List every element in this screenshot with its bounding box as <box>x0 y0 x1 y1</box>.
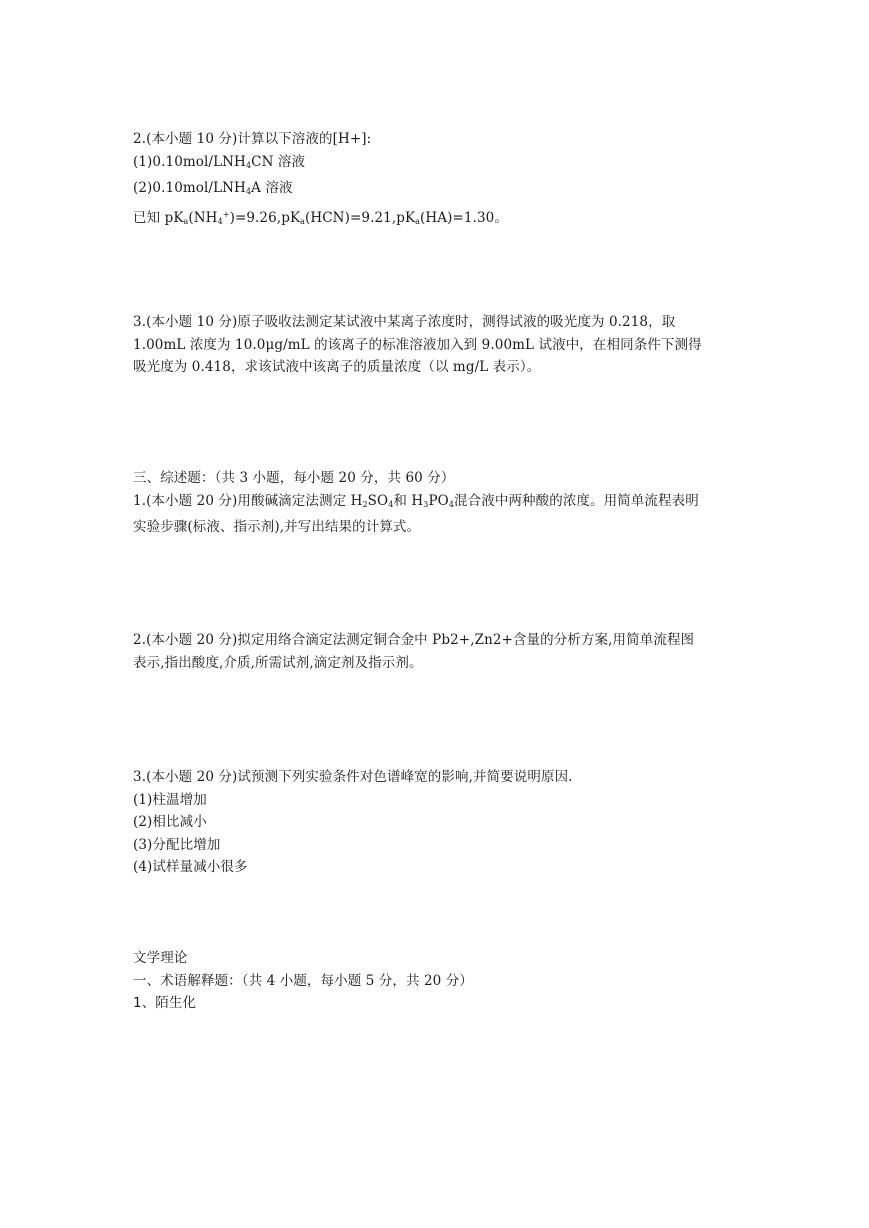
question-3-line-1: 3.(本小题 10 分)原子吸收法测定某试液中某离子浓度时，测得试液的吸光度为 0.218，取 <box>133 314 676 330</box>
question-2-item-2 <box>133 177 743 204</box>
section-3-q3-item-3: (3)分配比增加 <box>133 836 221 853</box>
given-sub-4: a <box>415 216 421 226</box>
q1-sub-3: 3 <box>423 499 429 509</box>
given-sub-1: a <box>183 216 189 226</box>
given-text-5: (HA)=1.30。 <box>420 209 508 226</box>
given-sup-2: + <box>222 209 230 219</box>
q1-sub-2: 4 <box>388 499 394 509</box>
section-3-q1-line-1 <box>133 490 743 517</box>
given-text-2: (NH <box>188 209 218 226</box>
literary-theory-title: 文学理论 <box>133 950 188 966</box>
given-text-1: 已知 pK <box>133 209 184 226</box>
q1-sub-1: 2 <box>362 499 368 509</box>
q1-text-5: 混合液中两种酸的浓度。用简单流程表明 <box>454 492 699 509</box>
question-3-block <box>133 311 743 379</box>
item-1-suffix: CN 溶液 <box>251 153 306 170</box>
question-2-title: 2.(本小题 10 分)计算以下溶液的[H+]: <box>133 131 372 147</box>
item-1-text: (1)0.10mol/LNH <box>133 153 246 170</box>
section-3-q3-item-1: (1)柱温增加 <box>133 791 207 808</box>
question-3-line-3: 吸光度为 0.418，求该试液中该离子的质量浓度（以 mg/L 表示）。 <box>133 359 541 375</box>
section-3-block <box>133 467 743 539</box>
literary-theory-heading: 一、术语解释题：（共 4 小题，每小题 5 分，共 20 分） <box>133 972 473 989</box>
given-text-3: )=9.26,pK <box>229 209 301 226</box>
q1-text-1: 1.(本小题 20 分)用酸碱滴定法测定 H <box>133 492 363 509</box>
section-3-q1-line-2: 实验步骤(标液、指示剂),并写出结果的计算式。 <box>133 519 421 535</box>
section-3-q3-title: 3.(本小题 20 分)试预测下列实验条件对色谱峰宽的影响,并简要说明原因. <box>133 769 573 785</box>
section-3-heading: 三、综述题：（共 3 小题，每小题 20 分，共 60 分） <box>133 470 455 486</box>
given-text-4: (HCN)=9.21,pK <box>305 209 416 226</box>
section-3-q3-block <box>133 766 743 879</box>
section-3-q2-line-2: 表示,指出酸度,介质,所需试剂,滴定剂及指示剂。 <box>133 654 423 671</box>
question-2-item-1 <box>133 151 743 178</box>
q1-sub-4: 4 <box>448 499 455 509</box>
q1-text-2: SO <box>367 492 389 509</box>
item-2-suffix: A 溶液 <box>251 180 293 196</box>
question-2-given <box>133 204 743 234</box>
section-3-q3-item-2: (2)相比减小 <box>133 814 207 830</box>
item-2-text: (2)0.10mol/LNH <box>133 180 246 196</box>
literary-theory-term-1: 1、陌生化 <box>133 995 197 1011</box>
given-sub-2: 4 <box>217 216 223 226</box>
literary-theory-block <box>133 947 743 1015</box>
section-3-q3-item-4: (4)试样量减小很多 <box>133 859 248 875</box>
q1-text-4: PO <box>428 492 449 509</box>
section-3-q2-line-1: 2.(本小题 20 分)拟定用络合滴定法测定铜合金中 Pb2+,Zn2+含量的分析方案,用简单流程图 <box>133 632 695 648</box>
item-1-subscript: 4 <box>245 160 252 170</box>
question-2-block <box>133 128 743 233</box>
q1-text-3: 和 H <box>393 492 424 509</box>
item-2-subscript: 4 <box>245 187 252 196</box>
section-3-q2-block <box>133 629 743 674</box>
question-3-line-2: 1.00mL 浓度为 10.0μg/mL 的该离子的标准溶液加入到 9.00mL 试液中，在相同条件下测得 <box>133 336 702 353</box>
given-sub-3: a <box>300 216 306 226</box>
